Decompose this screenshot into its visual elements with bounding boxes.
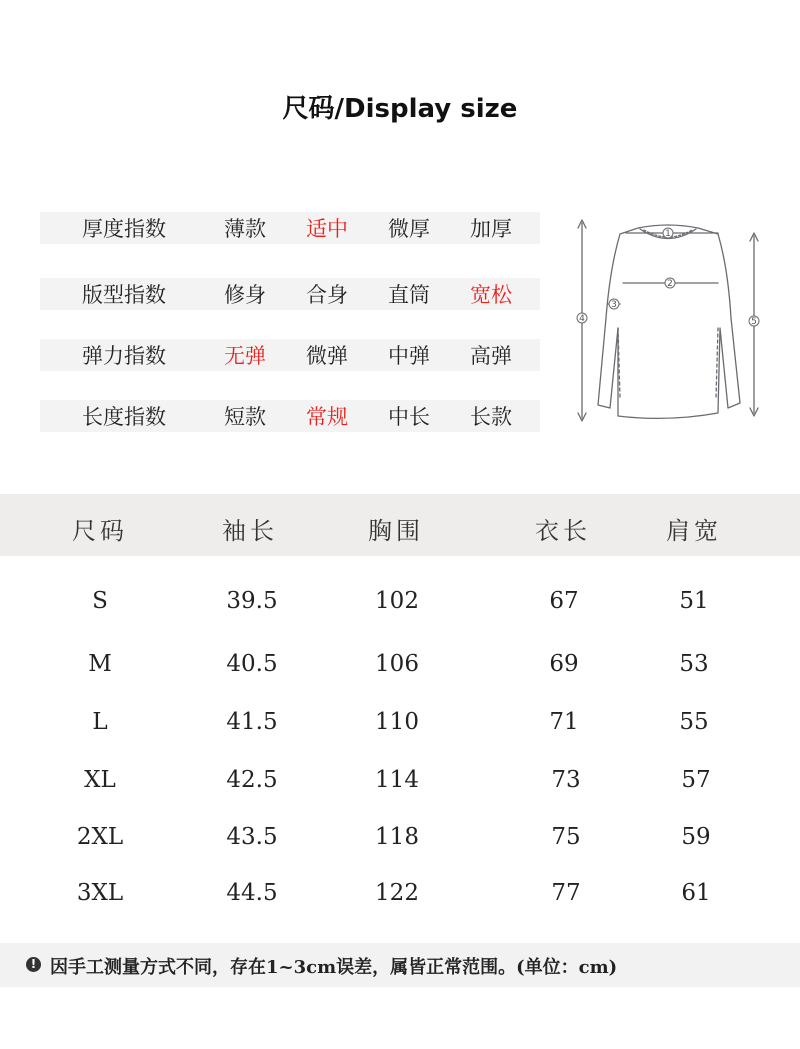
cell-length: 67 <box>549 588 579 614</box>
header-chest: 胸围 <box>368 517 424 545</box>
marker-4: 4 <box>579 314 585 324</box>
cell-sleeve: 43.5 <box>226 824 278 850</box>
cell-length: 77 <box>551 880 581 906</box>
warning-icon: ! <box>26 957 41 972</box>
cell-shoulder: 53 <box>679 651 709 677</box>
cell-size: S <box>92 588 108 614</box>
index-row-thickness <box>40 212 540 244</box>
header-shoulder-width: 肩宽 <box>666 517 722 545</box>
cell-shoulder: 51 <box>679 588 709 614</box>
cell-chest: 114 <box>375 767 419 793</box>
index-option: 高弹 <box>470 344 512 368</box>
cell-size: 2XL <box>76 824 124 850</box>
index-option: 长款 <box>470 405 512 429</box>
header-sleeve-length: 袖长 <box>222 517 278 545</box>
measurement-note <box>0 943 800 987</box>
cell-length: 71 <box>549 709 579 735</box>
index-option: 微弹 <box>306 344 348 368</box>
cell-length: 73 <box>551 767 581 793</box>
header-size: 尺码 <box>72 517 128 545</box>
cell-shoulder: 57 <box>681 767 711 793</box>
marker-5: 5 <box>751 317 757 327</box>
marker-2: 2 <box>667 279 673 289</box>
index-row-elasticity <box>40 339 540 371</box>
index-option-selected: 宽松 <box>470 283 512 307</box>
index-option-selected: 常规 <box>306 405 348 429</box>
index-label: 厚度指数 <box>82 217 166 241</box>
marker-1: 1 <box>665 229 671 239</box>
index-option: 薄款 <box>224 217 266 241</box>
header-body-length: 衣长 <box>535 517 591 545</box>
cell-chest: 102 <box>375 588 419 614</box>
note-text: 因手工测量方式不同，存在1~3cm误差，属皆正常范围。(单位：cm) <box>50 957 618 978</box>
index-option: 合身 <box>306 283 348 307</box>
index-option-selected: 适中 <box>306 217 348 241</box>
cell-chest: 118 <box>375 824 419 850</box>
cell-shoulder: 55 <box>679 709 709 735</box>
cell-chest: 122 <box>375 880 419 906</box>
page-title: 尺码/Display size <box>282 94 518 124</box>
cell-size: M <box>88 651 112 677</box>
cell-length: 75 <box>551 824 581 850</box>
index-label: 弹力指数 <box>82 344 166 368</box>
cell-sleeve: 39.5 <box>226 588 278 614</box>
size-table-header <box>0 494 800 556</box>
index-option: 加厚 <box>470 217 512 241</box>
index-row-fit <box>40 278 540 310</box>
garment-measurement-diagram <box>568 208 768 433</box>
cell-sleeve: 44.5 <box>226 880 278 906</box>
cell-size: 3XL <box>76 880 124 906</box>
cell-chest: 106 <box>375 651 419 677</box>
cell-size: XL <box>84 767 116 793</box>
cell-size: L <box>92 709 108 735</box>
index-label: 版型指数 <box>82 283 166 307</box>
index-option: 短款 <box>224 405 266 429</box>
cell-sleeve: 42.5 <box>226 767 278 793</box>
cell-chest: 110 <box>375 709 419 735</box>
index-option: 中长 <box>388 405 430 429</box>
index-row-length <box>40 400 540 432</box>
index-option: 直筒 <box>388 283 430 307</box>
index-option: 中弹 <box>388 344 430 368</box>
cell-shoulder: 59 <box>681 824 711 850</box>
index-option: 修身 <box>224 283 266 307</box>
cell-sleeve: 40.5 <box>226 651 278 677</box>
cell-shoulder: 61 <box>681 880 711 906</box>
marker-3: 3 <box>611 300 617 310</box>
index-option: 微厚 <box>388 217 430 241</box>
cell-sleeve: 41.5 <box>226 709 278 735</box>
index-label: 长度指数 <box>82 405 166 429</box>
cell-length: 69 <box>549 651 579 677</box>
index-option-selected: 无弹 <box>224 344 266 368</box>
